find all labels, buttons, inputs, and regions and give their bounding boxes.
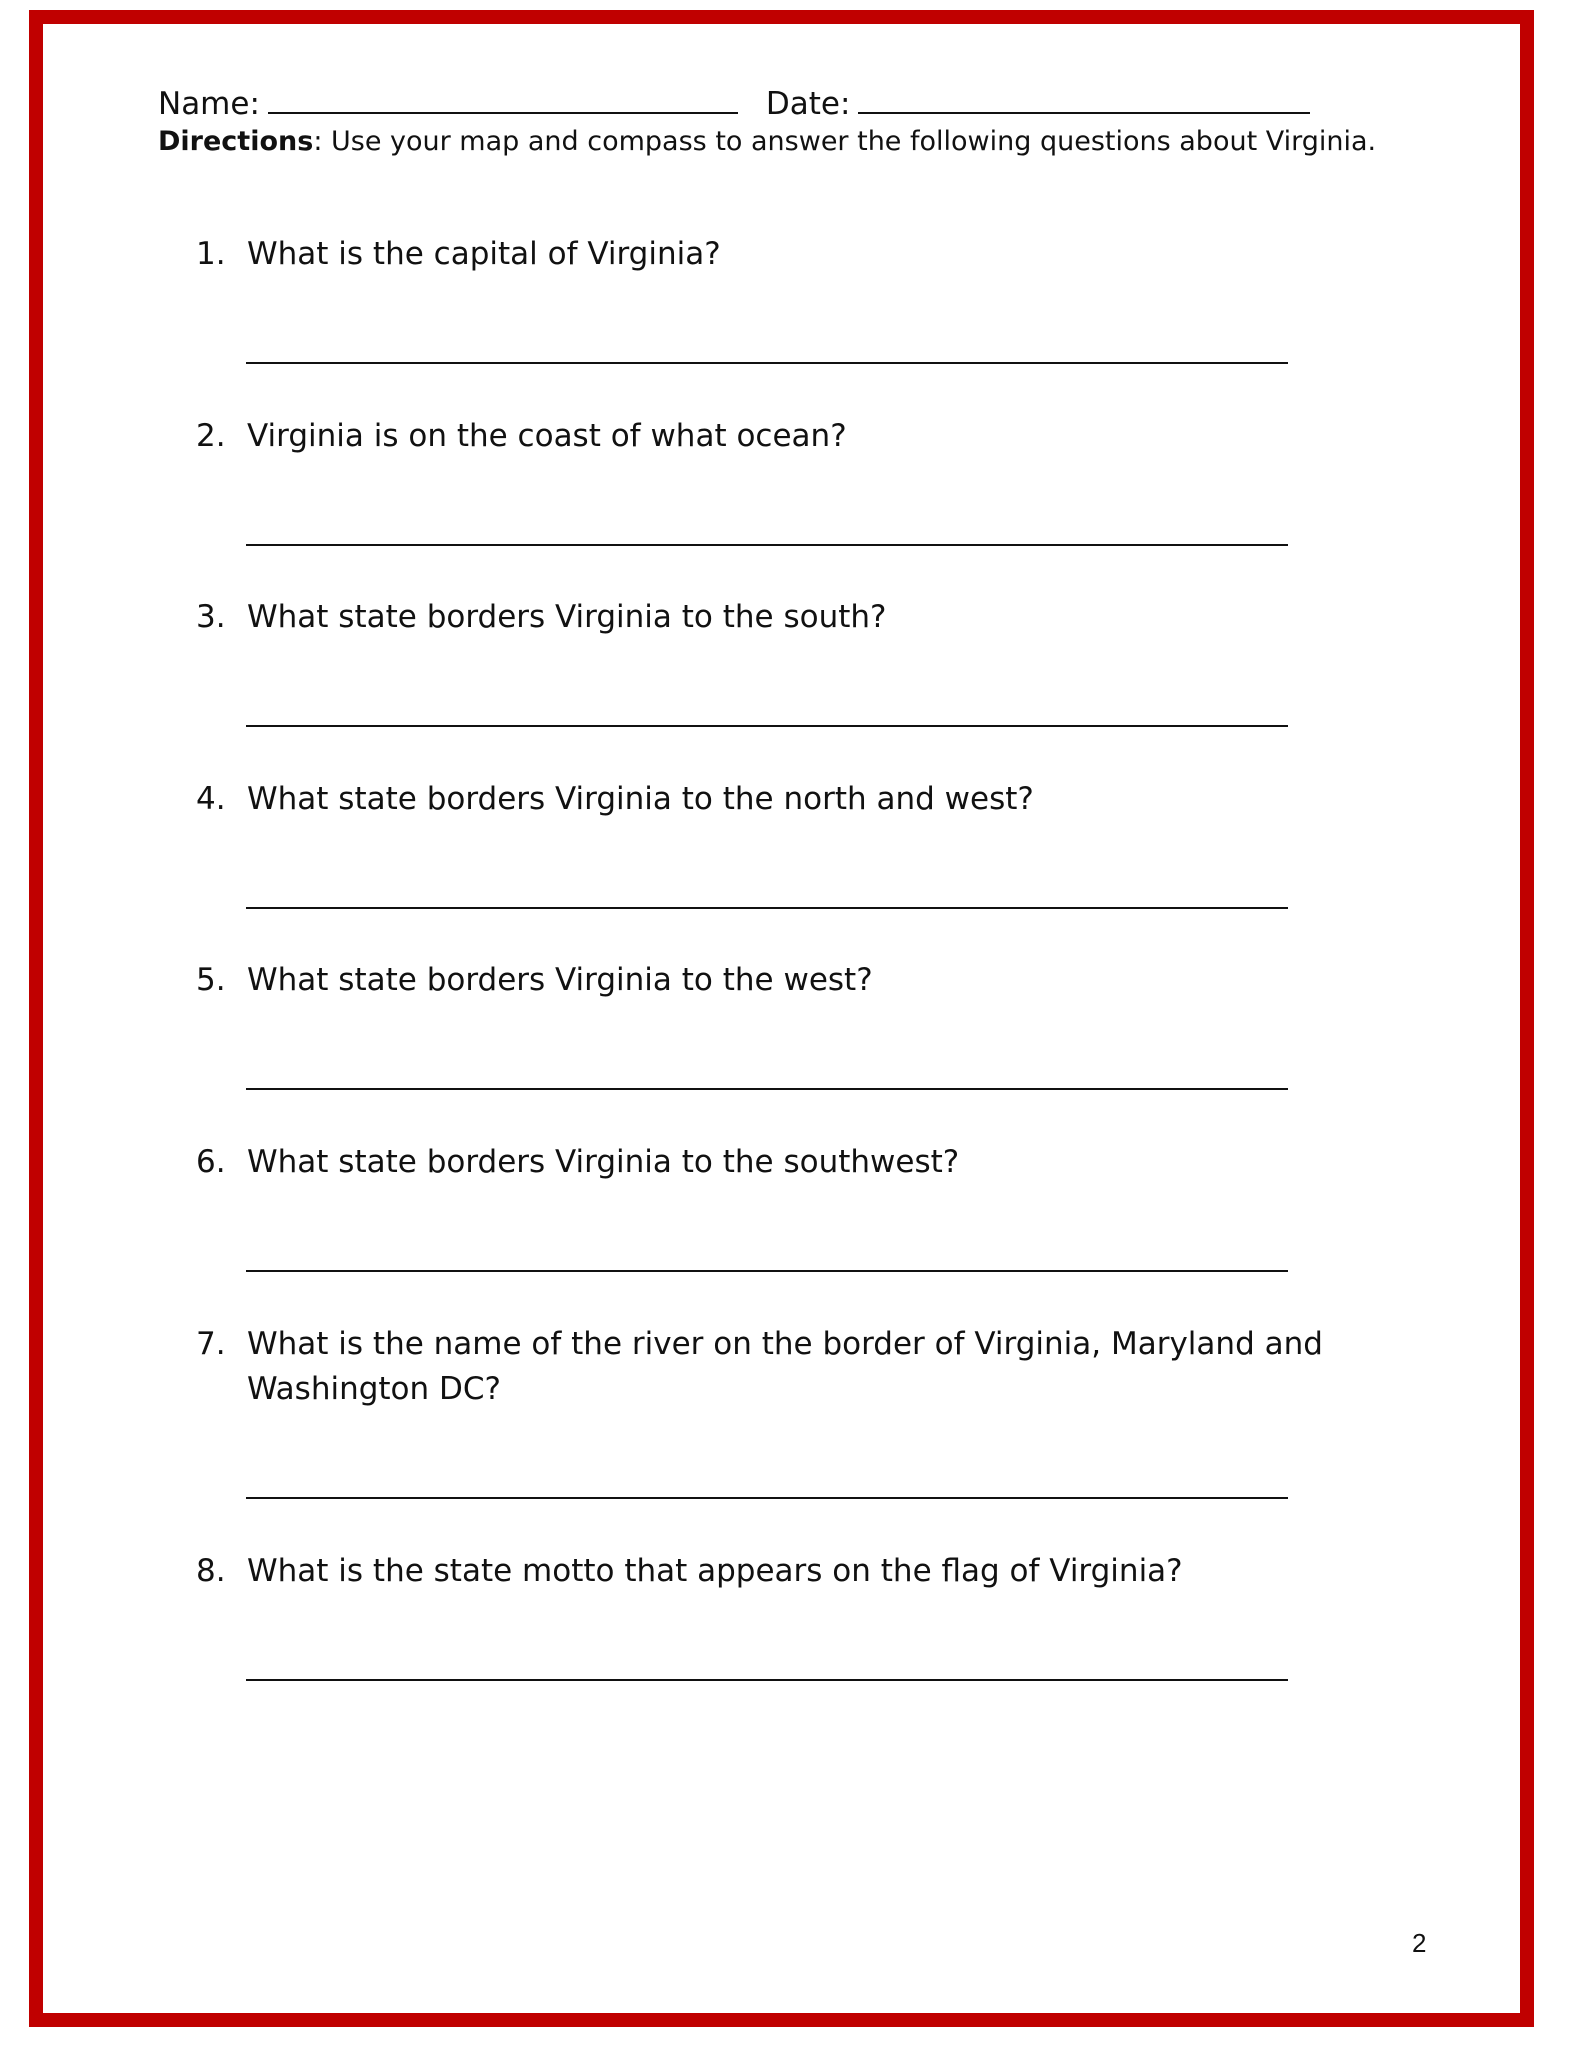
answer-line-6[interactable]: [246, 1270, 1288, 1272]
question-2: [196, 414, 1346, 459]
question-4: [196, 777, 1346, 822]
question-text: What state borders Virginia to the south?: [247, 599, 887, 635]
answer-line-1[interactable]: [246, 362, 1288, 364]
question-text: What is the capital of Virginia?: [247, 236, 721, 272]
directions-label: Directions: [158, 126, 314, 157]
answer-line-8[interactable]: [246, 1679, 1288, 1681]
name-field[interactable]: [268, 80, 738, 114]
page-border: [29, 10, 1534, 2027]
question-number: 1.: [196, 236, 226, 272]
answer-line-2[interactable]: [246, 544, 1288, 546]
question-number: 8.: [196, 1553, 226, 1589]
date-label: Date:: [765, 86, 851, 122]
question-text: Virginia is on the coast of what ocean?: [247, 418, 847, 454]
question-number: 5.: [196, 962, 226, 998]
question-text: What is the state motto that appears on the flag of Virginia?: [247, 1553, 1183, 1589]
question-8: [196, 1549, 1346, 1594]
question-number: 7.: [196, 1326, 226, 1362]
page-number: 2: [1412, 1928, 1427, 1958]
answer-line-3[interactable]: [246, 725, 1288, 727]
question-text: What state borders Virginia to the west?: [247, 962, 873, 998]
question-3: [196, 595, 1346, 640]
question-7: [196, 1322, 1346, 1412]
question-number: 3.: [196, 599, 226, 635]
question-6: [196, 1140, 1346, 1185]
question-1: [196, 232, 1346, 277]
date-field[interactable]: [858, 80, 1310, 114]
directions-text: : Use your map and compass to answer the following questions about Virginia.: [313, 126, 1377, 157]
question-text: What state borders Virginia to the southwest?: [247, 1144, 960, 1180]
directions: [158, 126, 1376, 157]
question-number: 6.: [196, 1144, 226, 1180]
question-5: [196, 958, 1346, 1003]
question-text: What state borders Virginia to the north and west?: [247, 781, 1034, 817]
name-label: Name:: [158, 86, 260, 122]
header-row: [158, 80, 1310, 122]
question-number: 4.: [196, 781, 226, 817]
answer-line-5[interactable]: [246, 1088, 1288, 1090]
question-number: 2.: [196, 418, 226, 454]
question-text: What is the name of the river on the border of Virginia, Maryland and Washington DC?: [247, 1326, 1323, 1407]
answer-line-4[interactable]: [246, 907, 1288, 909]
answer-line-7[interactable]: [246, 1497, 1288, 1499]
